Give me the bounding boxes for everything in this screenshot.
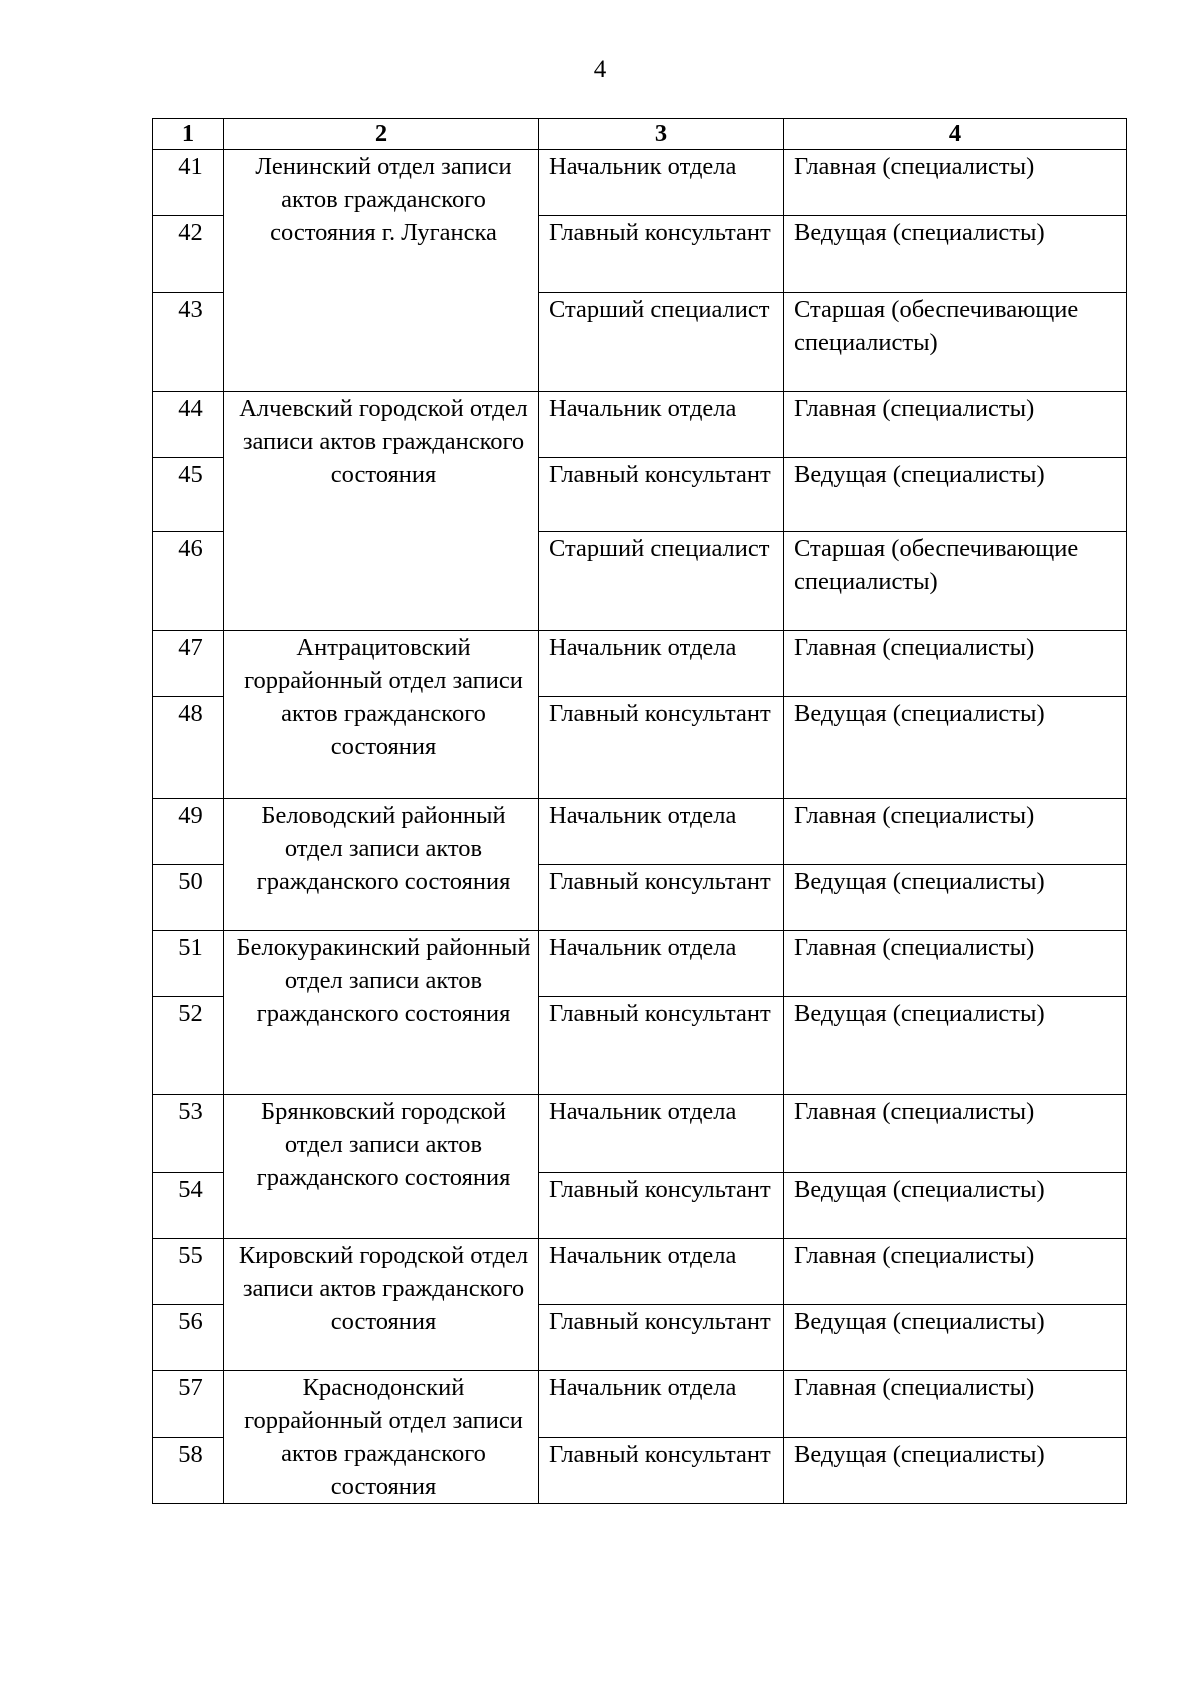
row-number: 42 (153, 216, 224, 293)
department-cell: Брянковский городской отдел записи актов гражданского состояния (224, 1095, 539, 1239)
position-cell: Начальник отдела (539, 1239, 784, 1305)
row-number: 53 (153, 1095, 224, 1173)
department-cell: Ленинский отдел записи актов гражданского состояния г. Луганска (224, 150, 539, 392)
row-number: 50 (153, 865, 224, 931)
row-number: 49 (153, 799, 224, 865)
positions-table (152, 118, 1127, 1504)
position-cell: Главный консультант (539, 1305, 784, 1371)
row-number: 55 (153, 1239, 224, 1305)
position-cell: Начальник отдела (539, 392, 784, 458)
table-row (153, 1371, 1127, 1438)
group-cell: Главная (специалисты) (784, 1371, 1127, 1438)
row-number: 56 (153, 1305, 224, 1371)
group-cell: Главная (специалисты) (784, 392, 1127, 458)
column-header: 3 (539, 119, 784, 150)
department-cell: Белокуракинский районный отдел записи актов гражданского состояния (224, 931, 539, 1095)
group-cell: Старшая (обеспечивающие специалисты) (784, 532, 1127, 631)
group-cell: Ведущая (специалисты) (784, 997, 1127, 1095)
position-cell: Главный консультант (539, 216, 784, 293)
position-cell: Главный консультант (539, 458, 784, 532)
table-header-row (153, 119, 1127, 150)
row-number: 47 (153, 631, 224, 697)
table-row (153, 150, 1127, 216)
position-cell: Начальник отдела (539, 1095, 784, 1173)
position-cell: Главный консультант (539, 697, 784, 799)
row-number: 52 (153, 997, 224, 1095)
group-cell: Ведущая (специалисты) (784, 1173, 1127, 1239)
table-row (153, 1239, 1127, 1305)
position-cell: Начальник отдела (539, 1371, 784, 1438)
group-cell: Старшая (обеспечивающие специалисты) (784, 293, 1127, 392)
table-row (153, 392, 1127, 458)
group-cell: Ведущая (специалисты) (784, 697, 1127, 799)
position-cell: Начальник отдела (539, 631, 784, 697)
table-row (153, 1095, 1127, 1173)
position-cell: Начальник отдела (539, 799, 784, 865)
row-number: 58 (153, 1437, 224, 1504)
row-number: 41 (153, 150, 224, 216)
group-cell: Ведущая (специалисты) (784, 865, 1127, 931)
position-cell: Главный консультант (539, 1437, 784, 1504)
table-row (153, 799, 1127, 865)
department-cell: Беловодский районный отдел записи актов гражданского состояния (224, 799, 539, 931)
group-cell: Главная (специалисты) (784, 631, 1127, 697)
position-cell: Начальник отдела (539, 931, 784, 997)
row-number: 51 (153, 931, 224, 997)
row-number: 54 (153, 1173, 224, 1239)
page-number: 4 (593, 56, 607, 83)
department-cell: Алчевский городской отдел записи актов гражданского состояния (224, 392, 539, 631)
row-number: 45 (153, 458, 224, 532)
table-row (153, 931, 1127, 997)
group-cell: Главная (специалисты) (784, 150, 1127, 216)
position-cell: Старший специалист (539, 532, 784, 631)
group-cell: Ведущая (специалисты) (784, 216, 1127, 293)
group-cell: Ведущая (специалисты) (784, 1305, 1127, 1371)
department-cell: Краснодонский горрайонный отдел записи актов гражданского состояния (224, 1371, 539, 1504)
position-cell: Главный консультант (539, 1173, 784, 1239)
row-number: 46 (153, 532, 224, 631)
row-number: 44 (153, 392, 224, 458)
department-cell: Кировский городской отдел записи актов гражданского состояния (224, 1239, 539, 1371)
group-cell: Главная (специалисты) (784, 1239, 1127, 1305)
group-cell: Главная (специалисты) (784, 799, 1127, 865)
column-header: 2 (224, 119, 539, 150)
row-number: 43 (153, 293, 224, 392)
column-header: 4 (784, 119, 1127, 150)
position-cell: Начальник отдела (539, 150, 784, 216)
group-cell: Главная (специалисты) (784, 1095, 1127, 1173)
department-cell: Антрацитовский горрайонный отдел записи актов гражданского состояния (224, 631, 539, 799)
row-number: 57 (153, 1371, 224, 1438)
table-row (153, 631, 1127, 697)
position-cell: Главный консультант (539, 997, 784, 1095)
group-cell: Главная (специалисты) (784, 931, 1127, 997)
row-number: 48 (153, 697, 224, 799)
column-header: 1 (153, 119, 224, 150)
group-cell: Ведущая (специалисты) (784, 1437, 1127, 1504)
position-cell: Главный консультант (539, 865, 784, 931)
position-cell: Старший специалист (539, 293, 784, 392)
group-cell: Ведущая (специалисты) (784, 458, 1127, 532)
